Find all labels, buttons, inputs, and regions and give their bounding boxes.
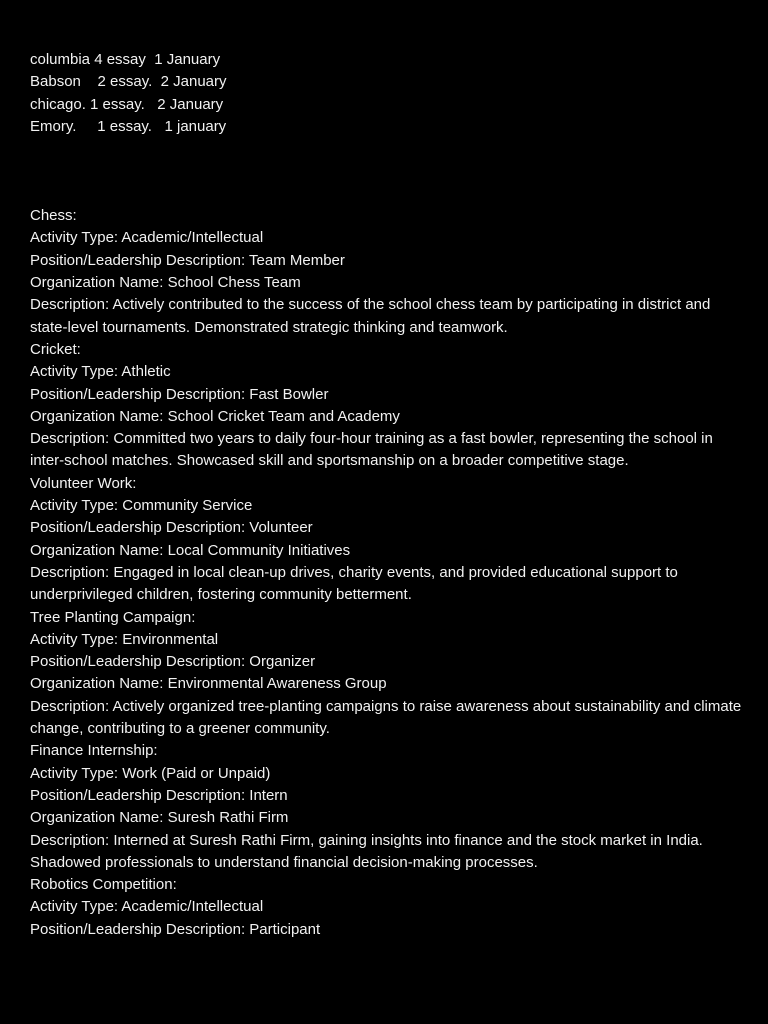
blank-gap (30, 138, 742, 205)
deadline-line: Emory. 1 essay. 1 january (30, 117, 227, 135)
activity-line: Position/Leadership Description: Volunteer (30, 519, 313, 537)
activity-line: Activity Type: Work (Paid or Unpaid) (30, 764, 271, 782)
activity-heading: Cricket: (30, 340, 81, 358)
deadline-line: chicago. 1 essay. 2 January (30, 95, 224, 113)
activity-description: Description: Engaged in local clean-up drives, charity events, and provided educational support to underprivileged children, fostering community betterment. (30, 563, 678, 604)
activity-line: Organization Name: Local Community Initiatives (30, 541, 351, 559)
activity-line: Organization Name: Environmental Awareness Group (30, 675, 387, 693)
activity-description: Description: Actively organized tree-planting campaigns to raise awareness about sustainability and climate change, contributing to a greener community. (30, 697, 742, 738)
activity-heading: Finance Internship: (30, 742, 158, 760)
activity-line: Activity Type: Community Service (30, 497, 253, 515)
activity-line: Activity Type: Environmental (30, 630, 219, 648)
activity-line: Position/Leadership Description: Participant (30, 920, 321, 938)
activity-line: Organization Name: School Chess Team (30, 274, 301, 292)
activity-line: Organization Name: Suresh Rathi Firm (30, 809, 289, 827)
activity-heading: Robotics Competition: (30, 876, 177, 894)
activity-description: Description: Interned at Suresh Rathi Firm, gaining insights into finance and the stock market in India. Shadowed professionals to understand financial decision-making processes. (30, 831, 703, 871)
activity-line: Activity Type: Athletic (30, 363, 171, 381)
activity-line: Position/Leadership Description: Fast Bowler (30, 385, 329, 403)
activity-line: Activity Type: Academic/Intellectual (30, 229, 264, 247)
activity-line: Position/Leadership Description: Organizer (30, 653, 316, 671)
activity-description: Description: Committed two years to daily four-hour training as a fast bowler, representing the school in inter-school matches. Showcased skill and sportsmanship on a broader competitive stage. (30, 430, 713, 470)
activity-heading: Volunteer Work: (30, 474, 137, 492)
note-text-area[interactable] (30, 49, 742, 941)
activity-line: Organization Name: School Cricket Team and Academy (30, 407, 400, 425)
activities-list (30, 205, 742, 941)
deadline-line: Babson 2 essay. 2 January (30, 73, 227, 91)
activity-heading: Tree Planting Campaign: (30, 608, 196, 626)
activity-line: Position/Leadership Description: Team Member (30, 251, 345, 269)
deadline-line: columbia 4 essay 1 January (30, 51, 221, 68)
activity-line: Position/Leadership Description: Intern (30, 786, 288, 804)
deadlines-list (30, 49, 742, 138)
activity-heading: Chess: (30, 207, 77, 225)
activity-line: Activity Type: Academic/Intellectual (30, 898, 264, 916)
activity-description: Description: Actively contributed to the success of the school chess team by participating in district and state-level tournaments. Demonstrated strategic thinking and teamwork. (30, 296, 711, 336)
